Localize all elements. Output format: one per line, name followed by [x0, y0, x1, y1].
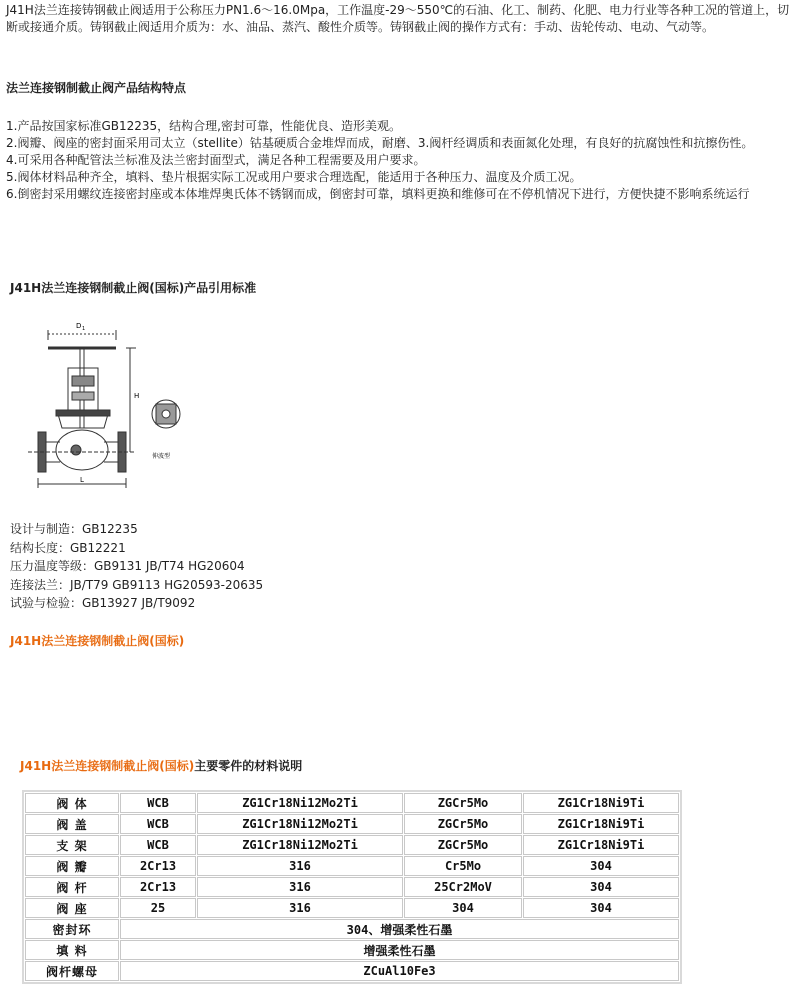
- table-row: [25, 877, 679, 897]
- table-cell: 增强柔性石墨: [120, 940, 679, 960]
- label-l: L: [80, 476, 84, 484]
- table-cell: ZG1Cr18Ni12Mo2Ti: [197, 835, 403, 855]
- table-row: [25, 856, 679, 876]
- table-cell: ZG1Cr18Ni12Mo2Ti: [197, 793, 403, 813]
- standard-item: 压力温度等级：GB9131 JB/T74 HG20604: [10, 559, 245, 573]
- table-row: [25, 814, 679, 834]
- table-row: [25, 793, 679, 813]
- table-cell: 304、增强柔性石墨: [120, 919, 679, 939]
- row-header: 填 料: [25, 940, 119, 960]
- table-row: [25, 961, 679, 981]
- standard-item: 设计与制造：GB12235: [10, 522, 138, 536]
- table-cell: ZGCr5Mo: [404, 814, 522, 834]
- feature-item: 4.可采用各种配管法兰标准及法兰密封面型式，满足各种工程需要及用户要求。: [6, 153, 426, 167]
- table-cell: 304: [523, 877, 679, 897]
- row-header: 阀 盖: [25, 814, 119, 834]
- table-cell: ZCuAl10Fe3: [120, 961, 679, 981]
- product-title: J41H法兰连接钢制截止阀(国标): [10, 634, 185, 648]
- table-row: [25, 919, 679, 939]
- materials-heading-product: J41H法兰连接钢制截止阀(国标): [20, 759, 195, 773]
- table-cell: 304: [523, 898, 679, 918]
- table-row: [25, 940, 679, 960]
- table-cell: ZG1Cr18Ni9Ti: [523, 835, 679, 855]
- table-cell: Cr5Mo: [404, 856, 522, 876]
- standard-item: 连接法兰：JB/T79 GB9113 HG20593-20635: [10, 577, 264, 592]
- table-cell: WCB: [120, 814, 196, 834]
- table-cell: 25: [120, 898, 196, 918]
- feature-item: 2.阀瓣、阀座的密封面采用司太立（stellite）钴基硬质合金堆焊而成，耐磨、3.阀杆经调质和表面氮化处理，有良好的抗腐蚀性和抗擦伤性。: [6, 136, 754, 150]
- label-bellows: 伸波型: [152, 453, 171, 460]
- table-row: [25, 835, 679, 855]
- table-cell: ZG1Cr18Ni12Mo2Ti: [197, 814, 403, 834]
- feature-item: 1.产品按国家标准GB12235，结构合理,密封可靠，性能优良、造形美观。: [6, 119, 401, 133]
- standard-item: 试验与检验：GB13927 JB/T9092: [10, 596, 196, 610]
- row-header: 阀 瓣: [25, 856, 119, 876]
- table-row: [25, 898, 679, 918]
- table-cell: ZG1Cr18Ni9Ti: [523, 814, 679, 834]
- table-cell: 316: [197, 877, 403, 897]
- feature-item: 6.倒密封采用螺纹连接密封座或本体堆焊奥氏体不锈钢而成，倒密封可靠，填料更换和维修可在不停机情况下进行，方便快捷不影响系统运行: [6, 187, 750, 201]
- table-cell: 316: [197, 856, 403, 876]
- features-heading: 法兰连接钢制截止阀产品结构特点: [6, 81, 187, 95]
- table-cell: ZG1Cr18Ni9Ti: [523, 793, 679, 813]
- table-cell: 316: [197, 898, 403, 918]
- table-cell: WCB: [120, 835, 196, 855]
- table-cell: WCB: [120, 793, 196, 813]
- standards-list: [10, 520, 263, 613]
- row-header: 阀 体: [25, 793, 119, 813]
- row-header: 阀杆螺母: [25, 961, 119, 981]
- intro-paragraph: J41H法兰连接铸钢截止阀适用于公称压力PN1.6～16.0Mpa，工作温度-29～550℃的石油、化工、制药、化肥、电力行业等各种工况的管道上，切断或接通介质。铸钢截止阀适用介质为：水、油品、蒸汽、酸性介质等。铸钢截止阀的操作方式有：手动、齿轮传动、电动、气动等。: [6, 3, 790, 34]
- row-header: 支 架: [25, 835, 119, 855]
- table-cell: ZGCr5Mo: [404, 835, 522, 855]
- label-d: D: [76, 322, 82, 330]
- table-cell: 304: [404, 898, 522, 918]
- row-header: 密封环: [25, 919, 119, 939]
- valve-diagram: [28, 318, 200, 496]
- materials-table: [22, 790, 682, 984]
- feature-item: 5.阀体材料品种齐全，填料、垫片根据实际工况或用户要求合理选配，能适用于各种压力、温度及介质工况。: [6, 170, 582, 184]
- table-cell: 2Cr13: [120, 856, 196, 876]
- materials-heading: [20, 757, 302, 774]
- table-cell: 304: [523, 856, 679, 876]
- features-list: [6, 118, 792, 203]
- label-d-sub: 1: [82, 326, 86, 332]
- table-cell: 25Cr2MoV: [404, 877, 522, 897]
- table-cell: ZGCr5Mo: [404, 793, 522, 813]
- standards-heading: J41H法兰连接钢制截止阀(国标)产品引用标准: [10, 281, 257, 295]
- row-header: 阀 杆: [25, 877, 119, 897]
- standard-item: 结构长度：GB12221: [10, 540, 126, 555]
- table-cell: 2Cr13: [120, 877, 196, 897]
- label-h: H: [134, 392, 140, 400]
- materials-heading-label: 主要零件的材料说明: [194, 759, 303, 773]
- materials-table-wrap: [22, 790, 682, 984]
- row-header: 阀 座: [25, 898, 119, 918]
